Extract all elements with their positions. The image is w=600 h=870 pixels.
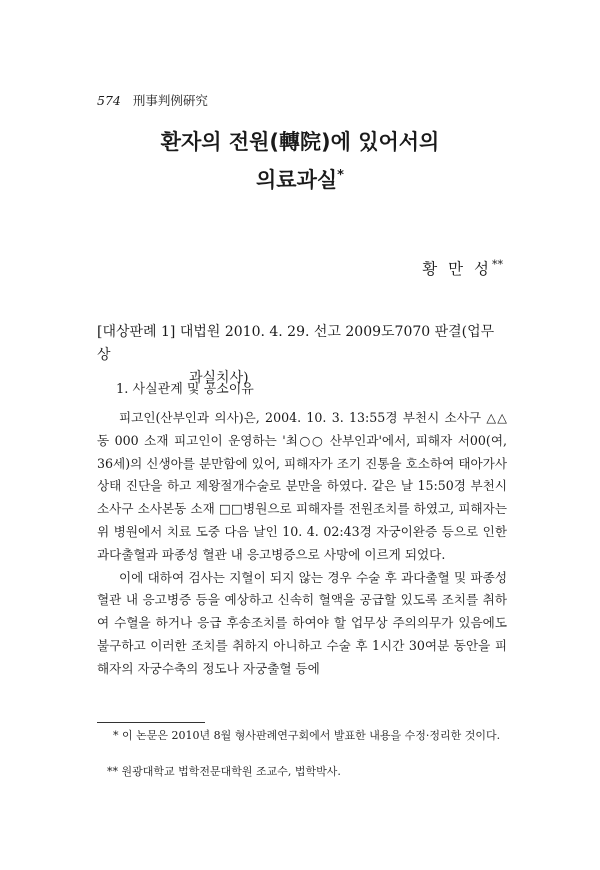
journal-name: 刑事判例硏究 xyxy=(132,93,208,108)
paragraph-2: 이에 대하여 검사는 지혈이 되지 않는 경우 수술 후 과다출혈 및 파종성 혈관 내 응고병증 등을 예상하고 신속히 혈액을 공급할 있도록 조치를 취하여 수혈을 하거나 응급 후송조치를 하여야 할 업무상 주의의무가 있음에도 불구하고 이러한 조치를 취하지 아니하고 수술 후 1시간 30여분 동안을 피해자의 자궁수축의 정도나 자궁출혈 등에 xyxy=(97,569,507,676)
page-number: 574 xyxy=(97,93,121,108)
section-heading: 1. 사실관계 및 공소이유 xyxy=(116,382,254,397)
article-title xyxy=(0,126,600,197)
title-line-2 xyxy=(0,159,600,197)
body-text xyxy=(97,407,507,681)
title-line-1: 환자의 전원(轉院)에 있어서의 xyxy=(160,130,440,154)
author-name: 황 만 성 xyxy=(422,260,492,278)
running-header xyxy=(97,91,208,109)
case-line-1: [대상판례 1] 대법원 2010. 4. 29. 선고 2009도7070 판결(업무상 xyxy=(97,324,495,363)
paragraph-1: 피고인(산부인과 의사)은, 2004. 10. 3. 13:55경 부천시 소사구 △△동 000 소재 피고인이 운영하는 '최○○ 산부인과'에서, 피해자 서00(여, 36세)의 신생아를 분만함에 있어, 피해자가 조기 진통을 호소하여 태아가사상태 진단을 하고 제왕절개수술로 분만을 하였다. 같은 날 15:50경 부천시 소사구 소사본동 소재 □□병원으로 피해자를 전원조치를 하였고, 피해자는 위 병원에서 치료 도중 다음 날인 10. 4. 02:43경 자궁이완증 등으로 인한 과다출혈과 파종성 혈관 내 응고병증으로 사망에 이르게 되었다. xyxy=(97,410,507,562)
footnote-1: * 이 논문은 2010년 8월 형사판례연구회에서 발표한 내용을 수정·정리한 것이다. xyxy=(113,729,501,742)
footnote-divider xyxy=(97,722,205,723)
title-line-2-text: 의료과실 xyxy=(256,168,338,192)
author xyxy=(422,257,503,279)
footnote-2: ** 원광대학교 법학전문대학원 조교수, 법학박사. xyxy=(107,765,341,778)
case-line-2: 과실치사) xyxy=(189,370,249,386)
author-footnote-mark: ** xyxy=(492,257,503,271)
title-footnote-mark: * xyxy=(337,168,344,183)
